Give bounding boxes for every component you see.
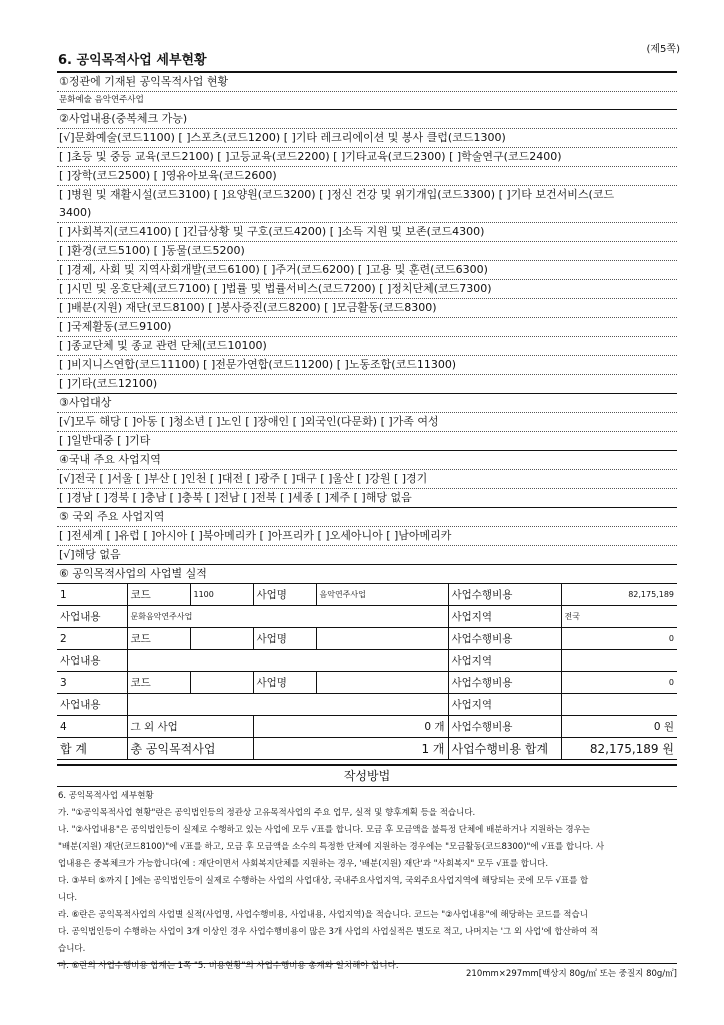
amount-label: 사업수행비용 xyxy=(448,672,561,694)
sec3-line: [√]모두 해당 [ ]아동 [ ]청소년 [ ]노인 [ ]장애인 [ ]외국인(다문화) [ ]가족 여성 xyxy=(57,413,677,432)
content-value: 문화음악연주사업 xyxy=(127,606,448,628)
content-label: 사업내용 xyxy=(57,694,127,716)
name-value: 음악연주사업 xyxy=(316,584,448,606)
total-count: 1 개 xyxy=(253,738,448,760)
method-title: 작성방법 xyxy=(57,764,677,787)
table-row-other xyxy=(57,716,677,738)
region-label: 사업지역 xyxy=(448,606,561,628)
content-value xyxy=(127,694,448,716)
page-number: (제5쪽) xyxy=(646,44,680,55)
sec5-line: [√]해당 없음 xyxy=(57,546,677,565)
sec2-line: 3400) xyxy=(57,204,677,223)
method-line: 나. "②사업내용"은 공익법인등이 실제로 수행하고 있는 사업에 모두 √표를 합니다. 모금 후 모금액을 불특정 단체에 배분하거나 지원하는 경우는 xyxy=(58,825,591,835)
content-label: 사업내용 xyxy=(57,650,127,672)
amount-value: 0 xyxy=(561,628,677,650)
name-label: 사업명 xyxy=(253,628,316,650)
name-value xyxy=(316,628,448,650)
table-row xyxy=(57,584,677,606)
other-amount: 0 원 xyxy=(561,716,677,738)
sec1-header: ①정관에 기재된 공익목적사업 현황 xyxy=(57,73,677,92)
method-line: 업내용은 중복체크가 가능합니다(예 : 재단이면서 사회복지단체를 지원하는 경우, '배분(지원) 재단'과 "사회복지" 모두 √표를 합니다. xyxy=(58,859,549,869)
other-label: 그 외 사업 xyxy=(127,716,253,738)
amount-label: 사업수행비용 xyxy=(448,584,561,606)
method-line: "배분(지원) 재단(코드8100)"에 √표를 하고, 모금 후 모금액을 소수의 특정한 단체에 지원하는 경우에는 "모금활동(코드8300)"에 √표를 합니다. 사 xyxy=(58,842,605,852)
table-row xyxy=(57,606,677,628)
sec5-header: ⑤ 국외 주요 사업지역 xyxy=(57,508,677,527)
code-value: 1100 xyxy=(190,584,253,606)
name-label: 사업명 xyxy=(253,584,316,606)
region-value: 전국 xyxy=(561,606,677,628)
method-line: 마. ⑥란의 사업수행비용 합계는 1쪽 "5. 비용현황"의 사업수행비용 총계와 일치해야 합니다. xyxy=(58,961,399,971)
other-count: 0 개 xyxy=(253,716,448,738)
row-no: 2 xyxy=(57,628,127,650)
amount-value: 82,175,189 xyxy=(561,584,677,606)
sec5-line: [ ]전세계 [ ]유럽 [ ]아시아 [ ]북아메리카 [ ]아프리카 [ ]오세아니아 [ ]남아메리카 xyxy=(57,527,677,546)
sec2-line: [ ]환경(코드5100) [ ]동물(코드5200) xyxy=(57,242,677,261)
row-no: 3 xyxy=(57,672,127,694)
region-label: 사업지역 xyxy=(448,694,561,716)
sec2-line: [ ]종교단체 및 종교 관련 단체(코드10100) xyxy=(57,337,677,356)
sec3-header: ③사업대상 xyxy=(57,394,677,413)
name-label: 사업명 xyxy=(253,672,316,694)
performance-table xyxy=(57,584,677,760)
total-amount: 82,175,189 원 xyxy=(561,738,677,760)
sec6-header: ⑥ 공익목적사업의 사업별 실적 xyxy=(57,565,677,584)
method-line: 습니다. xyxy=(58,944,86,954)
method-line: 라. ⑥란은 공익목적사업의 사업별 실적(사업명, 사업수행비용, 사업내용, 사업지역)을 적습니다. 코드는 "②사업내용"에 해당하는 코드를 적습니 xyxy=(58,910,588,920)
form xyxy=(57,52,677,975)
name-value xyxy=(316,672,448,694)
content-label: 사업내용 xyxy=(57,606,127,628)
code-value xyxy=(190,628,253,650)
method-line: 니다. xyxy=(58,893,78,903)
total-amount-label: 사업수행비용 합계 xyxy=(448,738,561,760)
sec1-value: 문화예술 음악연주사업 xyxy=(57,92,677,110)
sec2-line: [ ]병원 및 재활시설(코드3100) [ ]요양원(코드3200) [ ]정신 건강 및 위기개입(코드3300) [ ]기타 보건서비스(코드 xyxy=(59,188,615,201)
row-no: 4 xyxy=(57,716,127,738)
table-row xyxy=(57,628,677,650)
sec3-line: [ ]일반대중 [ ]기타 xyxy=(57,432,677,451)
method-line: 6. 공익목적사업 세부현황 xyxy=(58,791,154,801)
sec2-line: [ ]기타(코드12100) xyxy=(57,375,677,394)
sec2-header: ②사업내용(중복체크 가능) xyxy=(57,110,677,129)
table-row xyxy=(57,694,677,716)
form-title: 6. 공익목적사업 세부현황 xyxy=(57,52,677,73)
sec2-line: [ ]경제, 사회 및 지역사회개발(코드6100) [ ]주거(코드6200) [ ]고용 및 훈련(코드6300) xyxy=(57,261,677,280)
method-line: 다. ③부터 ⑤까지 [ ]에는 공익법인등이 실제로 수행하는 사업의 사업대상, 국내주요사업지역, 국외주요사업지역에 해당되는 곳에 모두 √표를 합 xyxy=(58,876,589,886)
sec2-line: [ ]사회복지(코드4100) [ ]긴급상황 및 구호(코드4200) [ ]소득 지원 및 보존(코드4300) xyxy=(57,223,677,242)
sec4-header: ④국내 주요 사업지역 xyxy=(57,451,677,470)
code-label: 코드 xyxy=(127,628,190,650)
method-line: 가. "①공익목적사업 현황"란은 공익법인등의 정관상 고유목적사업의 주요 업무, 실적 및 향후계획 등을 적습니다. xyxy=(58,808,476,818)
sec2-line: [ ]시민 및 옹호단체(코드7100) [ ]법률 및 법률서비스(코드7200) [ ]정치단체(코드7300) xyxy=(57,280,677,299)
method-line: 다. 공익법인등이 수행하는 사업이 3개 이상인 경우 사업수행비용이 많은 3개 사업의 사업실적은 별도로 적고, 나머지는 '그 외 사업'에 합산하여 적 xyxy=(58,927,599,937)
paper-spec-footer: 210mm×297mm[백상지 80g/㎡ 또는 중질지 80g/㎡] xyxy=(57,963,677,979)
total-desc: 총 공익목적사업 xyxy=(127,738,253,760)
other-amount-label: 사업수행비용 xyxy=(448,716,561,738)
region-value xyxy=(561,694,677,716)
region-label: 사업지역 xyxy=(448,650,561,672)
amount-value: 0 xyxy=(561,672,677,694)
table-row-total xyxy=(57,738,677,760)
amount-label: 사업수행비용 xyxy=(448,628,561,650)
sec4-line: [ ]경남 [ ]경북 [ ]충남 [ ]충북 [ ]전남 [ ]전북 [ ]세종 [ ]제주 [ ]해당 없음 xyxy=(57,489,677,508)
sec2-line: [ ]비지니스연합(코드11100) [ ]전문가연합(코드11200) [ ]노동조합(코드11300) xyxy=(57,356,677,375)
sec2-line: [ ]배분(지원) 재단(코드8100) [ ]봉사증진(코드8200) [ ]모금활동(코드8300) xyxy=(57,299,677,318)
code-value xyxy=(190,672,253,694)
table-row xyxy=(57,672,677,694)
sec2-line: [ ]장학(코드2500) [ ]영유아보육(코드2600) xyxy=(57,167,677,186)
method-text xyxy=(57,787,677,975)
row-no: 1 xyxy=(57,584,127,606)
sec2-line: [√]문화예술(코드1100) [ ]스포츠(코드1200) [ ]기타 레크리에이션 및 봉사 클럽(코드1300) xyxy=(57,129,677,148)
region-value xyxy=(561,650,677,672)
code-label: 코드 xyxy=(127,672,190,694)
code-label: 코드 xyxy=(127,584,190,606)
sec2-line: [ ]초등 및 중등 교육(코드2100) [ ]고등교육(코드2200) [ ]기타교육(코드2300) [ ]학술연구(코드2400) xyxy=(57,148,677,167)
table-row xyxy=(57,650,677,672)
total-label: 합 계 xyxy=(57,738,127,760)
sec4-line: [√]전국 [ ]서울 [ ]부산 [ ]인천 [ ]대전 [ ]광주 [ ]대구 [ ]울산 [ ]강원 [ ]경기 xyxy=(57,470,677,489)
sec2-line: [ ]국제활동(코드9100) xyxy=(57,318,677,337)
content-value xyxy=(127,650,448,672)
